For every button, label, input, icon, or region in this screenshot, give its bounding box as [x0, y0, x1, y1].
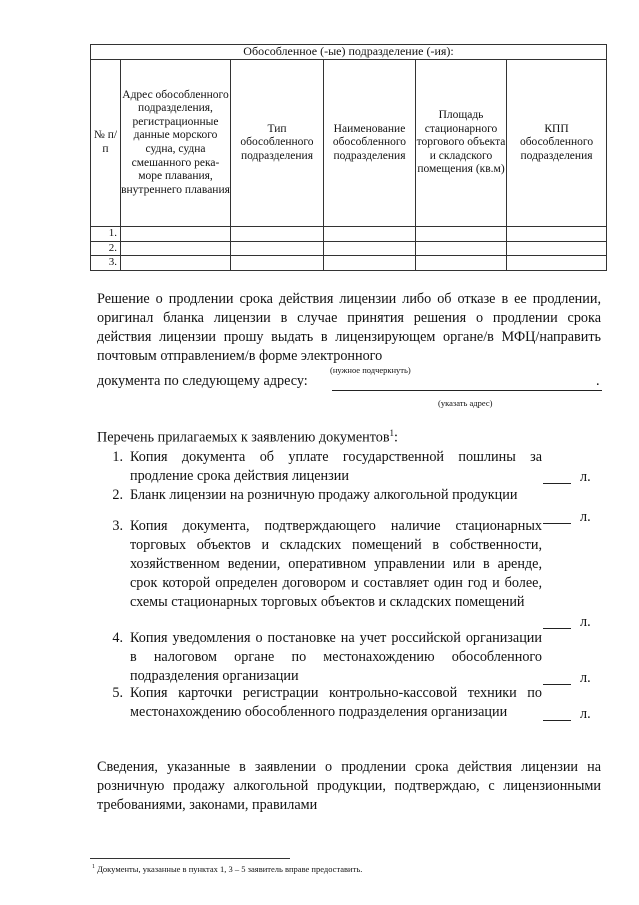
- pages-field[interactable]: [543, 508, 571, 524]
- table-cell[interactable]: [121, 241, 231, 256]
- pages-field[interactable]: [543, 705, 571, 721]
- item-text: Копия карточки регистрации контрольно-кассовой техники по местонахождению обособленного подразделения организации: [130, 685, 542, 720]
- table-cell[interactable]: [231, 256, 324, 271]
- address-prefix: документа по следующему адресу:: [97, 373, 308, 389]
- table-cell[interactable]: [507, 241, 607, 256]
- address-period: .: [596, 373, 600, 389]
- header-area: Площадь стационарного торгового объекта и складского помещения (кв.м): [416, 60, 507, 227]
- address-hint: (указать адрес): [438, 398, 493, 408]
- pages-unit: л.: [580, 670, 591, 686]
- item-text: Копия уведомления о постановке на учет российской организации в налоговом органе по местонахождению обособленного подразделения организации: [130, 630, 542, 684]
- table-cell[interactable]: [507, 227, 607, 242]
- row-number: 1.: [91, 227, 121, 242]
- item-number: 5.: [112, 685, 123, 701]
- table-cell[interactable]: [231, 227, 324, 242]
- table-cell[interactable]: [324, 241, 416, 256]
- table-cell[interactable]: [416, 241, 507, 256]
- decision-paragraph: Решение о продлении срока действия лицензии либо об отказе в ее продлении, оригинал бланка лицензии в случае принятия решения о продлении срока действия лицензии прошу выдать в лицензирующем органе/в МФЦ/направить почтовым отправлением/в форме электронного: [97, 291, 601, 364]
- row-number: 3.: [91, 256, 121, 271]
- pages-field[interactable]: [543, 669, 571, 685]
- table-caption: Обособленное (-ые) подразделение (-ия):: [91, 45, 607, 60]
- subdivisions-table: [90, 44, 607, 271]
- documents-title-text: Перечень прилагаемых к заявлению документов: [97, 429, 390, 446]
- table-row: [91, 256, 607, 271]
- item-number: 2.: [112, 487, 123, 503]
- header-number: № п/п: [91, 60, 121, 227]
- table-cell[interactable]: [231, 241, 324, 256]
- table-cell[interactable]: [324, 256, 416, 271]
- row-number: 2.: [91, 241, 121, 256]
- footnote: [92, 864, 362, 874]
- documents-title-colon: :: [394, 429, 398, 446]
- footnote-number: 1: [92, 864, 95, 871]
- table-row: [91, 227, 607, 242]
- pages-unit: л.: [580, 614, 591, 630]
- header-type: Тип обособленного подразделения: [231, 60, 324, 227]
- table-cell[interactable]: [416, 256, 507, 271]
- pages-unit: л.: [580, 469, 591, 485]
- pages-field[interactable]: [543, 613, 571, 629]
- item-number: 4.: [112, 630, 123, 646]
- address-underline: [332, 390, 602, 391]
- footnote-text: Документы, указанные в пунктах 1, 3 – 5 заявитель вправе предоставить.: [97, 864, 363, 874]
- header-address: Адрес обособленного подразделения, регистрационные данные морского судна, судна смешанного река-море плавания, внутреннего плавания: [121, 60, 231, 227]
- item-text: Бланк лицензии на розничную продажу алкогольной продукции: [130, 487, 518, 503]
- pages-field[interactable]: [543, 468, 571, 484]
- table-cell[interactable]: [416, 227, 507, 242]
- table-cell[interactable]: [324, 227, 416, 242]
- confirmation-paragraph: Сведения, указанные в заявлении о продлении срока действия лицензии на розничную продажу алкогольной продукции, подтверждаю, с лицензионными требованиями, законами, правилами: [97, 759, 601, 813]
- table-cell[interactable]: [121, 227, 231, 242]
- pages-unit: л.: [580, 509, 591, 525]
- underline-hint: (нужное подчеркнуть): [330, 365, 411, 375]
- item-text: Копия документа об уплате государственной пошлины за продление срока действия лицензии: [130, 449, 542, 484]
- documents-title: [97, 428, 398, 447]
- pages-unit: л.: [580, 706, 591, 722]
- item-number: 3.: [112, 518, 123, 534]
- footnote-mark: 1: [389, 428, 395, 438]
- item-text: Копия документа, подтверждающего наличие стационарных торговых объектов и складских помещений в собственности, хозяйственном ведении, оперативном управлении или в аренде, срок которой определен договором и составляет один год и более, схемы стационарных торговых объектов и складских помещений: [130, 518, 542, 610]
- header-kpp: КПП обособленного подразделения: [507, 60, 607, 227]
- footnote-divider: [90, 858, 290, 859]
- table-row: [91, 241, 607, 256]
- header-name: Наименование обособленного подразделения: [324, 60, 416, 227]
- table-cell[interactable]: [507, 256, 607, 271]
- table-cell[interactable]: [121, 256, 231, 271]
- item-number: 1.: [112, 449, 123, 465]
